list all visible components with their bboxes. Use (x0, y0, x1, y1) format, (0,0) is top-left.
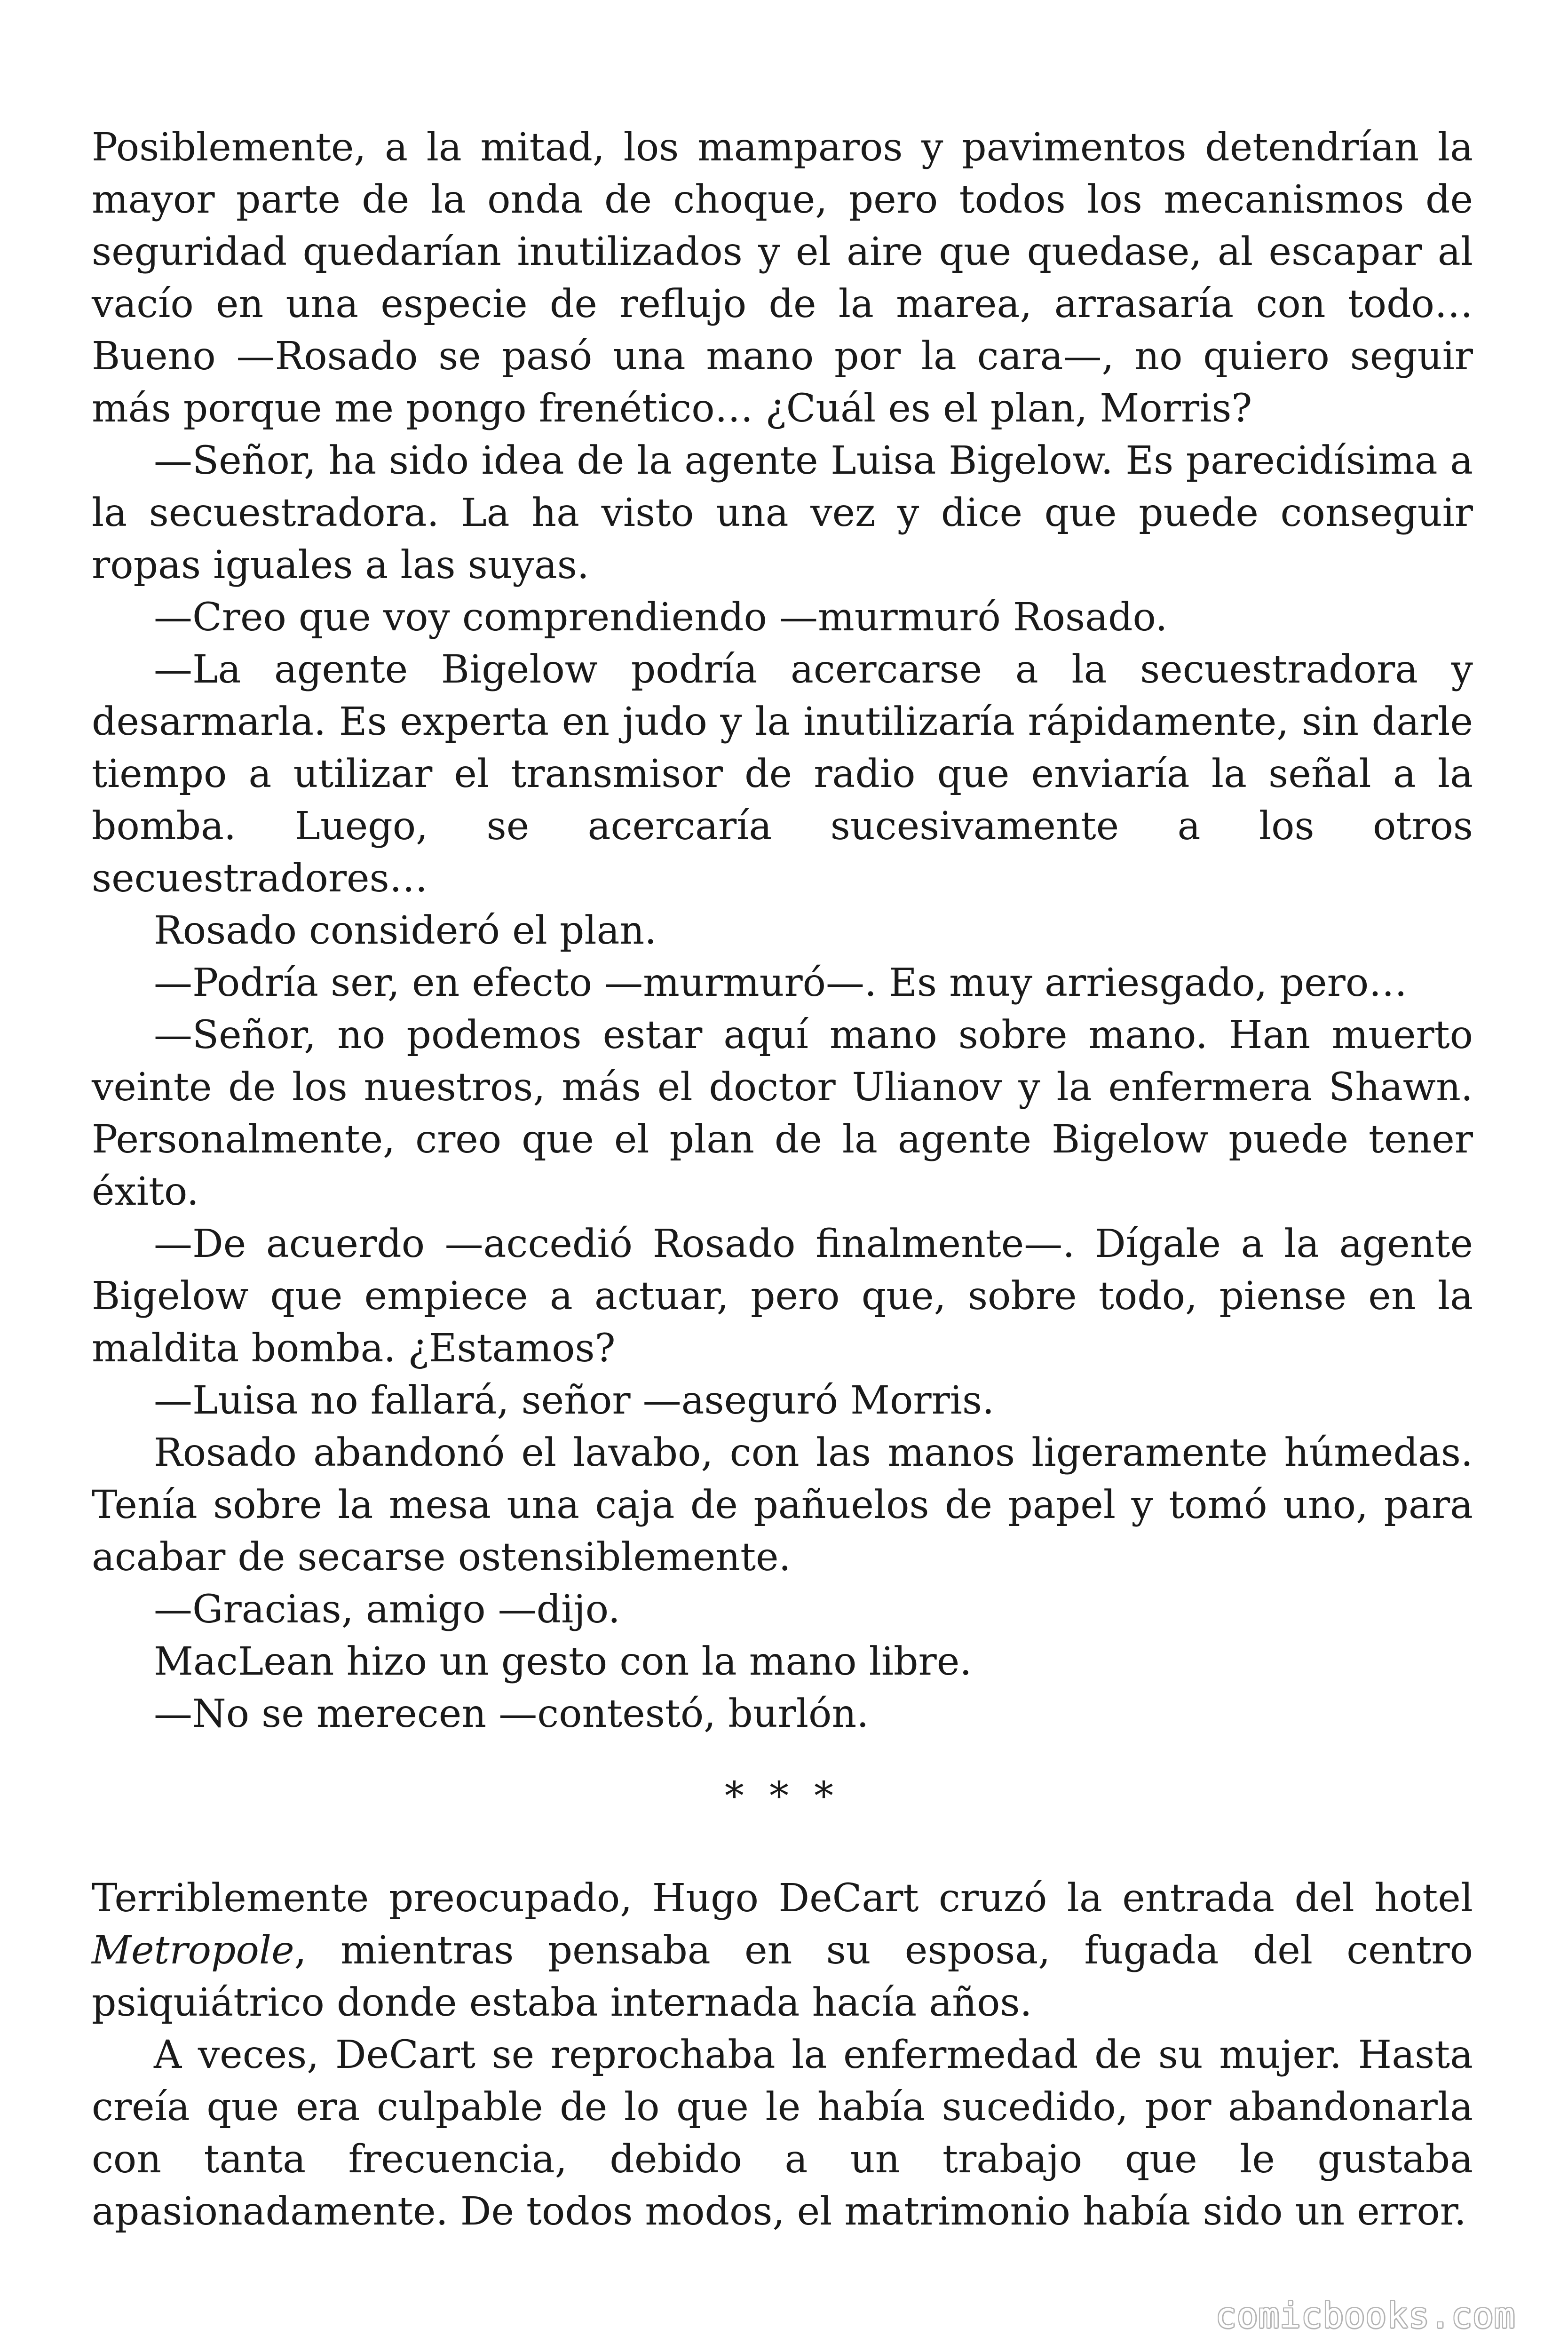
hotel-name-italic: Metropole (92, 1928, 294, 1973)
paragraph-text: , mientras pensaba en su esposa, fugada del centro psiquiátrico donde estaba internada hacía años. (92, 1928, 1473, 2025)
paragraph: —La agente Bigelow podría acercarse a la secuestradora y desarmarla. Es experta en judo y la inutilizaría rápidamente, sin darle tiempo a utilizar el transmisor de radio que enviaría la señal a la bomba. Luego, se acercaría sucesivamente a los otros secuestradores… (92, 647, 1473, 901)
watermark: comicbooks.com (1215, 2296, 1515, 2336)
paragraph-text: Terriblemente preocupado, Hugo DeCart cruzó la entrada del hotel (92, 1876, 1473, 1921)
paragraph: Posiblemente, a la mitad, los mamparos y pavimentos detendrían la mayor parte de la onda de choque, pero todos los mecanismos de seguridad quedarían inutilizados y el aire que quedase, al escapar al vacío en una especie de reflujo de la marea, arrasaría con todo… Bueno —Rosado se pasó una mano por la cara—, no quiero seguir más porque me pongo frenético… ¿Cuál es el plan, Morris? (92, 125, 1473, 431)
paragraph: Rosado abandonó el lavabo, con las manos ligeramente húmedas. Tenía sobre la mesa una caja de pañuelos de papel y tomó uno, para acabar de secarse ostensiblemente. (92, 1430, 1473, 1580)
paragraph: —De acuerdo —accedió Rosado finalmente—. Dígale a la agente Bigelow que empiece a actuar, pero que, sobre todo, piense en la maldita bomba. ¿Estamos? (92, 1222, 1473, 1371)
paragraph: —Señor, no podemos estar aquí mano sobre mano. Han muerto veinte de los nuestros, más el doctor Ulianov y la enfermera Shawn. Personalmente, creo que el plan de la agente Bigelow puede tener éxito. (92, 1013, 1473, 1214)
section-separator: * * * (724, 1774, 840, 1819)
paragraph: —Gracias, amigo —dijo. (154, 1587, 620, 1632)
page-text (92, 121, 1473, 2238)
paragraph: —Señor, ha sido idea de la agente Luisa Bigelow. Es parecidísima a la secuestradora. La ha visto una vez y dice que puede conseguir ropas iguales a las suyas. (92, 438, 1473, 588)
paragraph: Rosado consideró el plan. (154, 908, 657, 953)
paragraph (92, 1872, 1473, 2029)
paragraph: MacLean hizo un gesto con la mano libre. (154, 1639, 972, 1684)
paragraph: —Podría ser, en efecto —murmuró—. Es muy arriesgado, pero… (154, 961, 1408, 1005)
paragraph: —No se merecen —contestó, burlón. (154, 1692, 869, 1736)
paragraph: —Luisa no fallará, señor —aseguró Morris. (154, 1378, 995, 1423)
paragraph: —Creo que voy comprendiendo —murmuró Rosado. (154, 595, 1168, 640)
paragraph: A veces, DeCart se reprochaba la enfermedad de su mujer. Hasta creía que era culpable de lo que le había sucedido, por abandonarla con tanta frecuencia, debido a un trabajo que le gustaba apasionadamente. De todos modos, el matrimonio había sido un error. (92, 2033, 1473, 2234)
